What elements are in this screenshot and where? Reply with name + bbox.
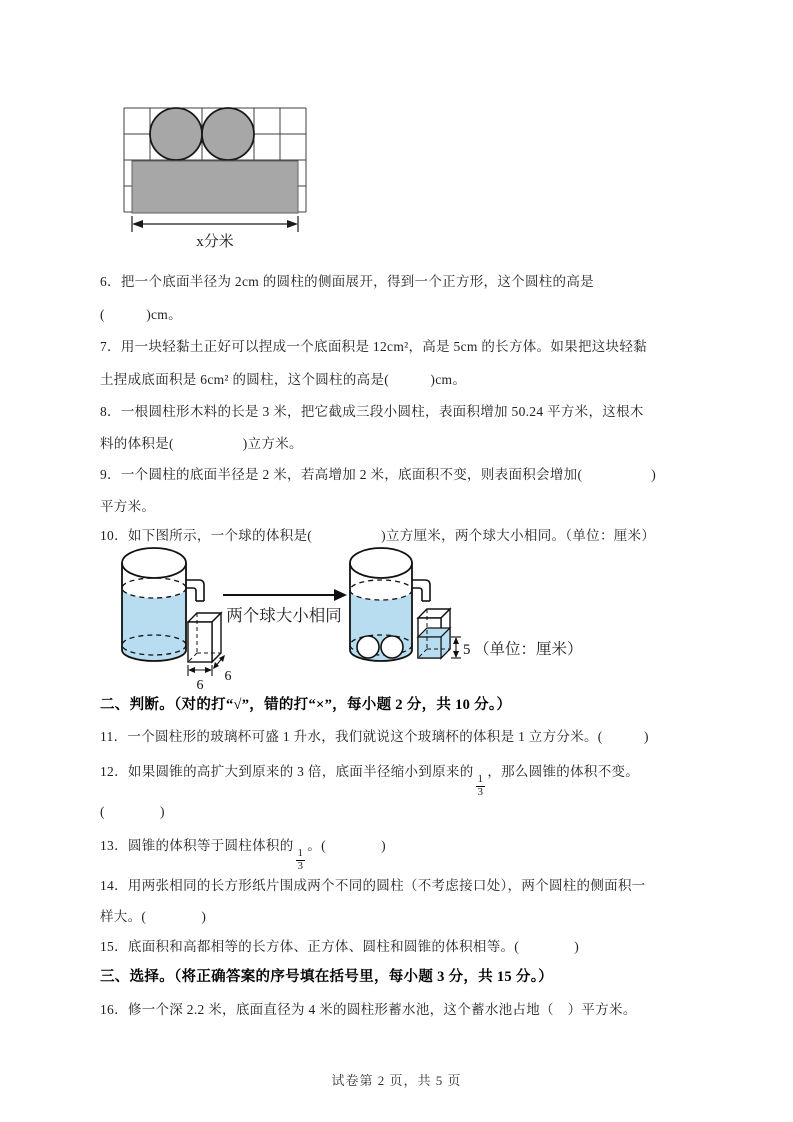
height-label: 5 (463, 642, 471, 658)
question-9-line-1: 9．一个圆柱的底面半径是 2 米，若高增加 2 米，底面积不变，则表面积会增加( ) (100, 467, 657, 482)
question-14-line-2: 样大。( ) (100, 909, 207, 924)
question-7-line-1: 7．用一块轻黏土正好可以捏成一个底面积是 12cm²，高是 5cm 的长方体。如果把这块轻黏 (100, 339, 647, 354)
question-12-line-2: ( ) (100, 804, 165, 819)
section-judge-heading: 二、判断。（对的打“√”，错的打“×”，每小题 2 分，共 10 分。） (100, 697, 512, 713)
fraction-one-third: $\frac{1}{3}$ (297, 847, 304, 872)
transform-arrow (223, 589, 347, 601)
ball-right (381, 636, 403, 658)
question-14-line-1: 14．用两张相同的长方形纸片围成两个不同的圆柱（不考虑接口处），两个圆柱的侧面积一 (100, 878, 646, 893)
transform-arrow-label: 两个球大小相同 (226, 606, 342, 625)
question-15-line: 15．底面积和高都相等的长方体、正方体、圆柱和圆锥的体积相等。( ) (100, 939, 580, 954)
left-water-surface (122, 578, 186, 598)
question-8-line-2: 料的体积是( )立方米。 (100, 436, 303, 451)
left-rim (122, 548, 186, 578)
right-water-surface (350, 580, 412, 600)
fraction-one-third: $\frac{1}{3}$ (477, 773, 484, 798)
section-choice-heading: 三、选择。（将正确答案的序号填在括号里，每小题 3 分，共 15 分。） (100, 969, 554, 985)
gray-rectangle (132, 161, 298, 213)
question-6-line-2: ( )cm。 (100, 307, 182, 322)
dimension-label: x分米 (196, 234, 234, 250)
unit-label: （单位：厘米） (474, 641, 583, 658)
gray-circle-left (150, 108, 202, 160)
right-rim (350, 548, 412, 578)
gray-circle-right (202, 108, 254, 160)
question-7-line-2: 土捏成底面积是 6cm² 的圆柱，这个圆柱的高是( )cm。 (100, 372, 467, 387)
width-label: 6 (196, 678, 204, 692)
question-16-line: 16．修一个深 2.2 米，底面直径为 4 米的圆柱形蓄水池，这个蓄水池占地（ ）平方米。 (100, 1002, 637, 1017)
beaker-figure (110, 542, 620, 692)
question-13-post: 。( ) (307, 838, 386, 853)
right-cuboid (418, 609, 471, 658)
question-12-pre: 12．如果圆锥的高扩大到原来的 3 倍，底面半径缩小到原来的 (100, 764, 474, 779)
ball-left (357, 636, 379, 658)
question-6-line-1: 6．把一个底面半径为 2cm 的圆柱的侧面展开，得到一个正方形，这个圆柱的高是 (100, 274, 594, 289)
depth-label: 6 (224, 669, 232, 684)
arrowhead-left (132, 220, 143, 228)
page-footer: 试卷第 2 页，共 5 页 (331, 1073, 462, 1088)
left-spout (186, 580, 204, 601)
question-13-line (100, 836, 386, 872)
arrowhead-right (287, 220, 298, 228)
question-11-line: 11．一个圆柱形的玻璃杯可盛 1 升水，我们就说这个玻璃杯的体积是 1 立方分米。( ) (100, 729, 649, 744)
question-12-post: ，那么圆锥的体积不变。 (487, 764, 640, 779)
question-8-line-1: 8．一根圆柱形木料的长是 3 米，把它截成三段小圆柱，表面积增加 50.24 平方米，这根木 (100, 404, 644, 419)
right-spout (412, 580, 430, 601)
question-9-line-2: 平方米。 (100, 499, 156, 514)
dimension-arrow (132, 216, 298, 232)
left-water (122, 588, 186, 661)
question-10-line: 10．如下图所示，一个球的体积是( )立方厘米，两个球大小相同。（单位：厘米） (100, 528, 656, 543)
left-cuboid (188, 613, 232, 692)
question-12-line-1 (100, 762, 639, 798)
grid-figure (114, 98, 354, 250)
question-13-pre: 13．圆锥的体积等于圆柱体积的 (100, 838, 294, 853)
